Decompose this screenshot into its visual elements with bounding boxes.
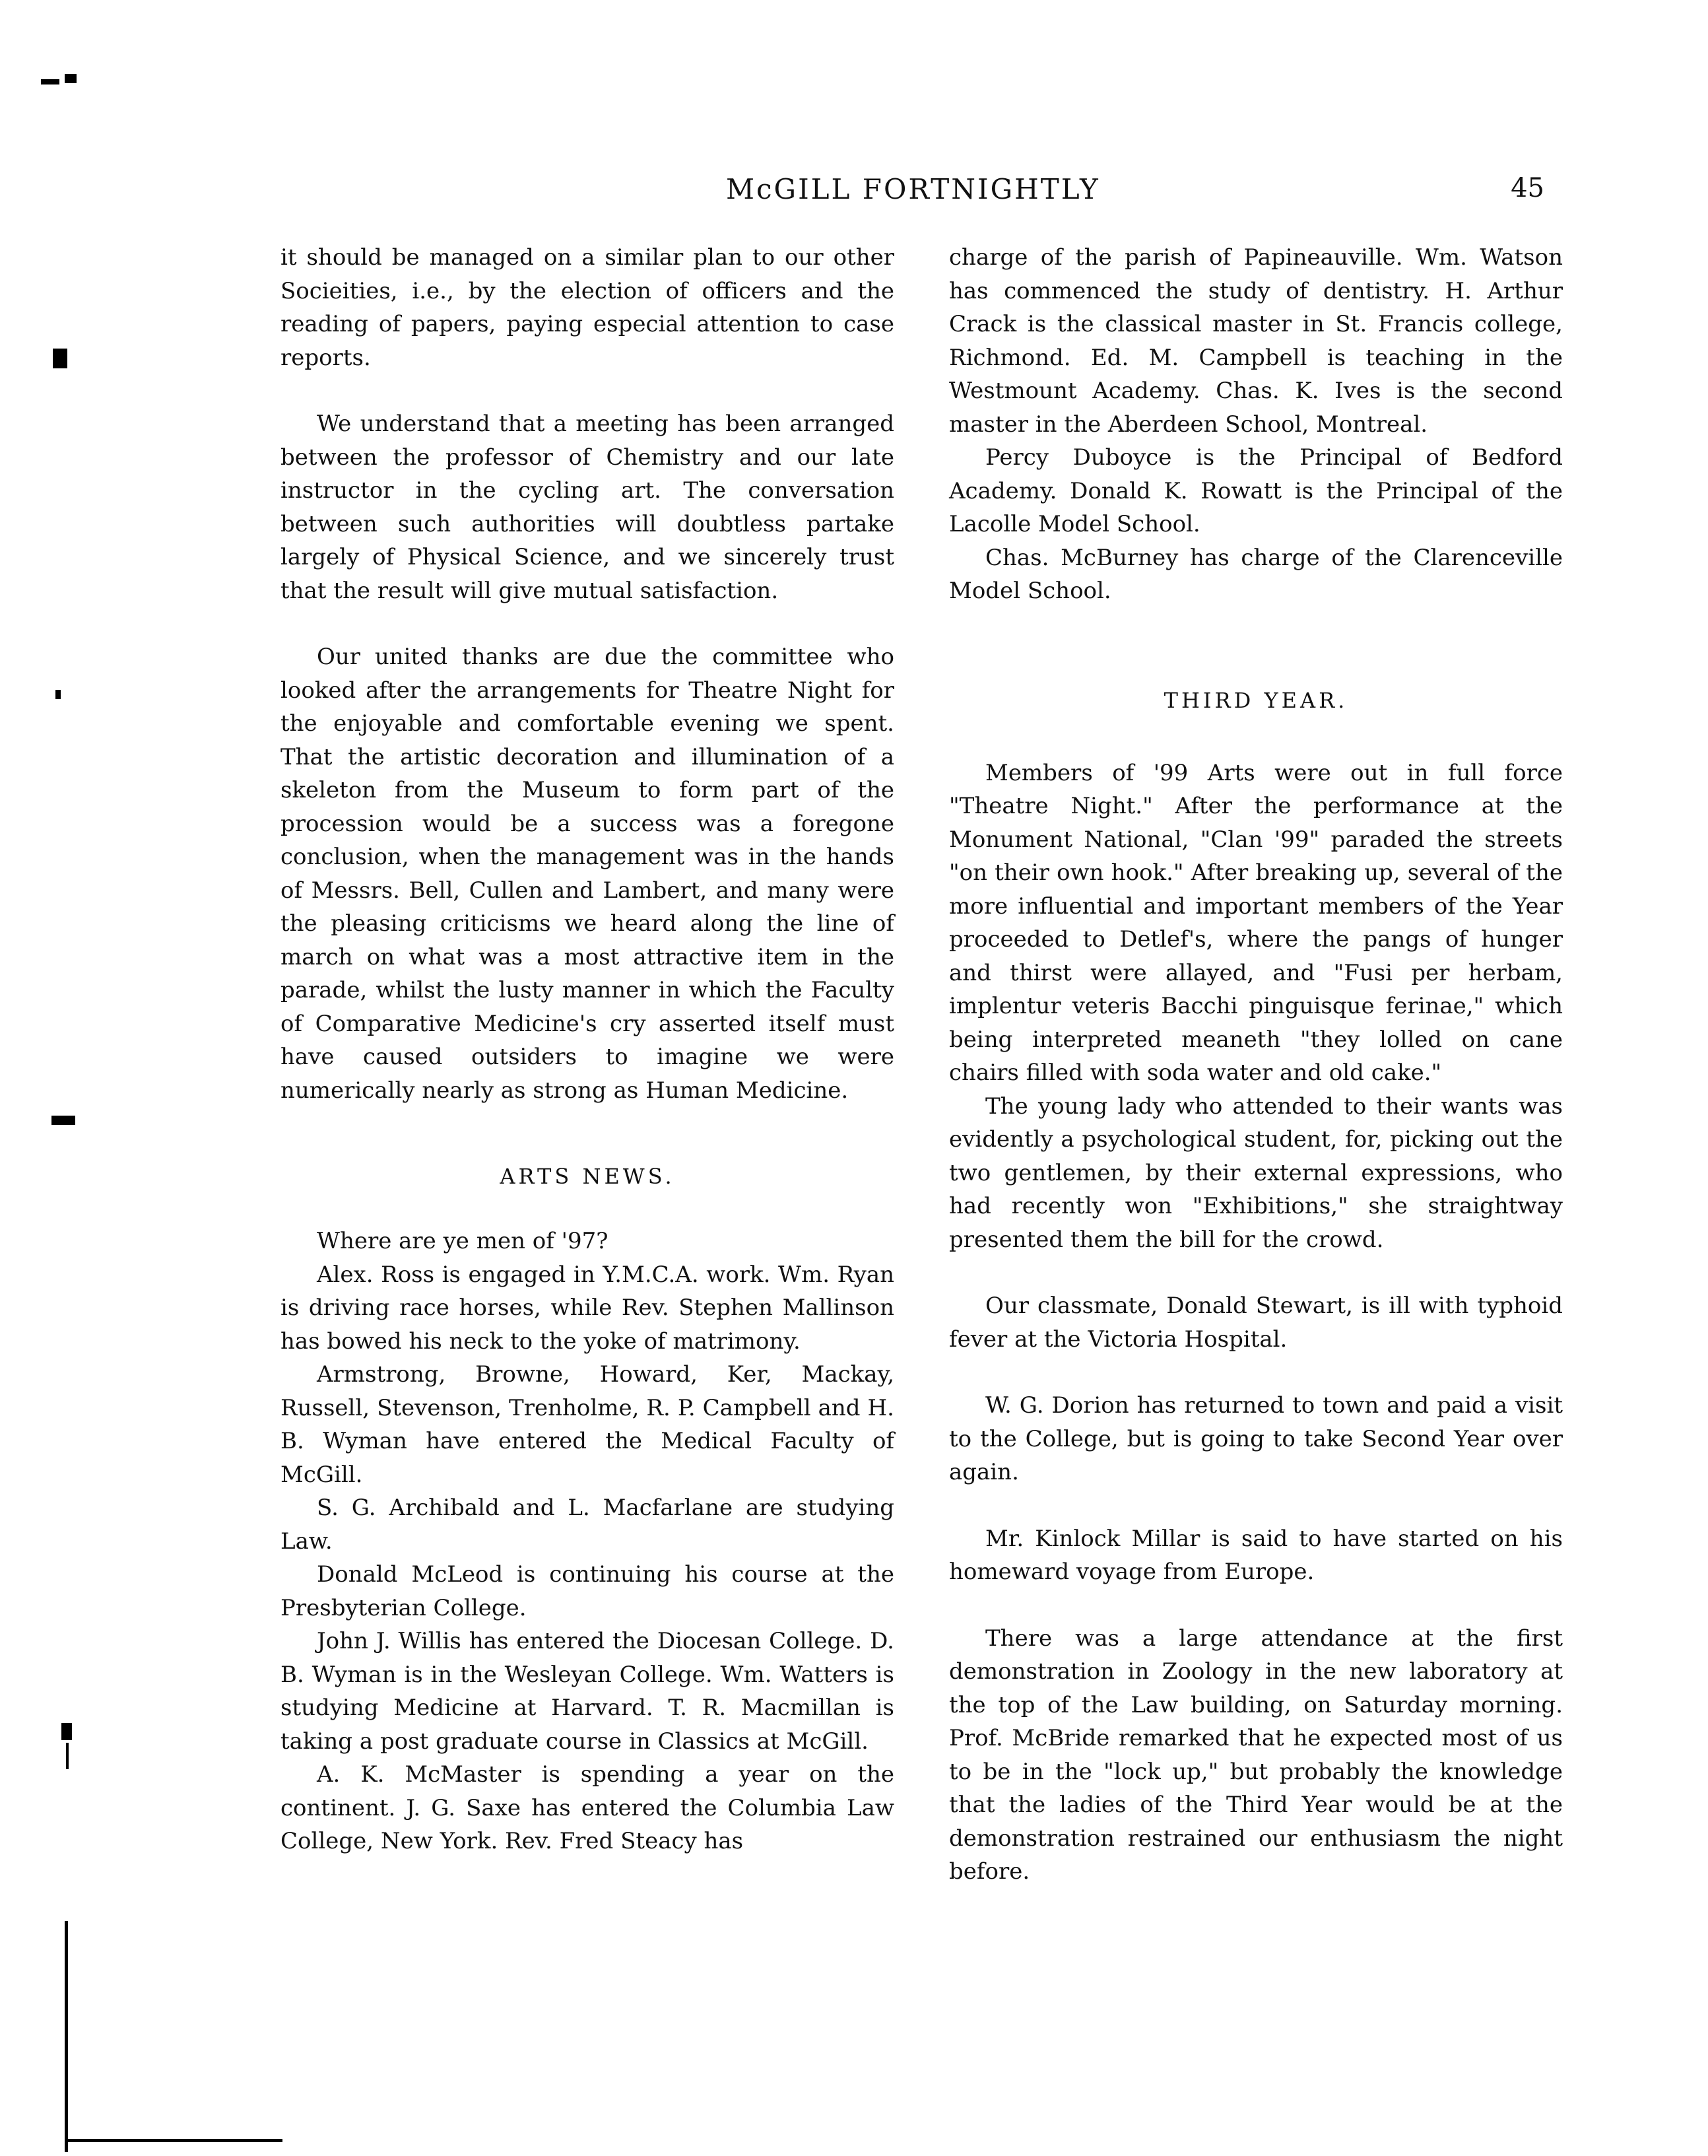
- paragraph-theatre-night-99: Members of '99 Arts were out in full force "Theatre Night." After the performance at the Monument National, "Clan '99" paraded the streets "on their own hook." After breaking up, several of the more influential and important members of the Year proceeded to Detlef's, where the pangs of hunger and thirst were allayed, and "Fusi per herbam, implentur veteris Bacchi pinguisque ferinae," which being interpreted meaneth "they lolled on cane chairs filled with soda water and old cake.": [949, 759, 1563, 1086]
- paragraph-law-students: S. G. Archibald and L. Macfarlane are studying Law.: [280, 1495, 894, 1555]
- scan-speck: [65, 74, 77, 83]
- paragraph-dorion: W. G. Dorion has returned to town and paid a visit to the College, but is going to take Second Year over again.: [949, 1392, 1563, 1485]
- right-column: [949, 241, 1563, 1889]
- paragraph-papineauville: charge of the parish of Papineauville. Wm. Watson has commenced the study of dentistry. H. Arthur Crack is the classical master in St. Francis college, Richmond. Ed. M. Campbell is teaching in the Westmount Academy. Chas. K. Ives is the second master in the Aberdeen School, Montreal.: [949, 244, 1563, 438]
- paragraph-mcmaster-saxe: A. K. McMaster is spending a year on the continent. J. G. Saxe has entered the Columbia Law College, New York. Rev. Fred Steacy has: [280, 1761, 894, 1854]
- page-number: 45: [1511, 173, 1544, 203]
- paragraph-theatre-night-thanks: Our united thanks are due the committee who looked after the arrangements for Theatre Night for the enjoyable and comfortable evening we spent. That the artistic decoration and illumination of a skeleton from the Museum to form part of the procession would be a success was a foregone conclusion, when the management was in the hands of Messrs. Bell, Cullen and Lambert, and many were the pleasing criticisms we heard along the line of march on what was a most attractive item in the parade, whilst the lusty manner in which the Faculty of Comparative Medicine's cry asserted itself must have caused outsiders to imagine we were numerically nearly as strong as Human Medicine.: [280, 644, 894, 1104]
- scan-bottom-line: [65, 2139, 282, 2142]
- scan-speck: [51, 1116, 75, 1125]
- paragraph-ross-ryan: Alex. Ross is engaged in Y.M.C.A. work. Wm. Ryan is driving race horses, while Rev. Stephen Mallinson has bowed his neck to the yoke of matrimony.: [280, 1261, 894, 1355]
- paragraph-millar: Mr. Kinlock Millar is said to have started on his homeward voyage from Europe.: [949, 1525, 1563, 1585]
- scan-speck: [41, 79, 59, 84]
- scan-speck: [55, 690, 61, 699]
- left-column: [280, 241, 894, 1858]
- paragraph-mcleod: Donald McLeod is continuing his course at the Presbyterian College.: [280, 1561, 894, 1621]
- section-heading-arts-news: ARTS NEWS.: [500, 1164, 675, 1189]
- paragraph-mcburney: Chas. McBurney has charge of the Clarenceville Model School.: [949, 544, 1563, 604]
- scan-margin-line: [65, 1921, 68, 2152]
- paragraph-young-lady: The young lady who attended to their wants was evidently a psychological student, for, picking out the two gentlemen, by their external expressions, who had recently won "Exhibitions," she straightway presented them the bill for the crowd.: [949, 1093, 1563, 1253]
- paragraph-stewart-ill: Our classmate, Donald Stewart, is ill with typhoid fever at the Victoria Hospital.: [949, 1293, 1563, 1353]
- paragraph-chemistry-meeting: We understand that a meeting has been arranged between the professor of Chemistry and our late instructor in the cycling art. The conversation between such authorities will doubtless partake largely of Physical Science, and we sincerely trust that the result will give mutual satisfaction.: [280, 411, 894, 604]
- paragraph-zoology-demo: There was a large attendance at the first demonstration in Zoology in the new laboratory at the top of the Law building, on Saturday morning. Prof. McBride remarked that he expected most of us to be in the "lock up," but probably the knowledge that the ladies of the Third Year would be at the demonstration restrained our enthusiasm the night before.: [949, 1625, 1563, 1885]
- running-title: McGILL FORTNIGHTLY: [726, 173, 1100, 205]
- paragraph-medical-faculty: Armstrong, Browne, Howard, Ker, Mackay, Russell, Stevenson, Trenholme, R. P. Campbell and H. B. Wyman have entered the Medical Faculty of McGill.: [280, 1361, 894, 1488]
- paragraph-society-plan: it should be managed on a similar plan to our other Socieities, i.e., by the election of officers and the reading of papers, paying especial attention to case reports.: [280, 244, 894, 371]
- paragraph-willis-wyman: John J. Willis has entered the Diocesan College. D. B. Wyman is in the Wesleyan College. Wm. Watters is studying Medicine at Harvard. T. R. Macmillan is taking a post graduate course in Classics at McGill.: [280, 1628, 894, 1755]
- scan-speck: [61, 1723, 72, 1740]
- scan-speck: [66, 1743, 69, 1769]
- running-head: [264, 173, 1544, 213]
- section-heading-third-year: THIRD YEAR.: [1164, 687, 1348, 713]
- paragraph-men-of-97: Where are ye men of '97?: [317, 1228, 608, 1254]
- scan-speck: [53, 349, 67, 368]
- paragraph-duboyce-rowatt: Percy Duboyce is the Principal of Bedford Academy. Donald K. Rowatt is the Principal of the Lacolle Model School.: [949, 444, 1563, 537]
